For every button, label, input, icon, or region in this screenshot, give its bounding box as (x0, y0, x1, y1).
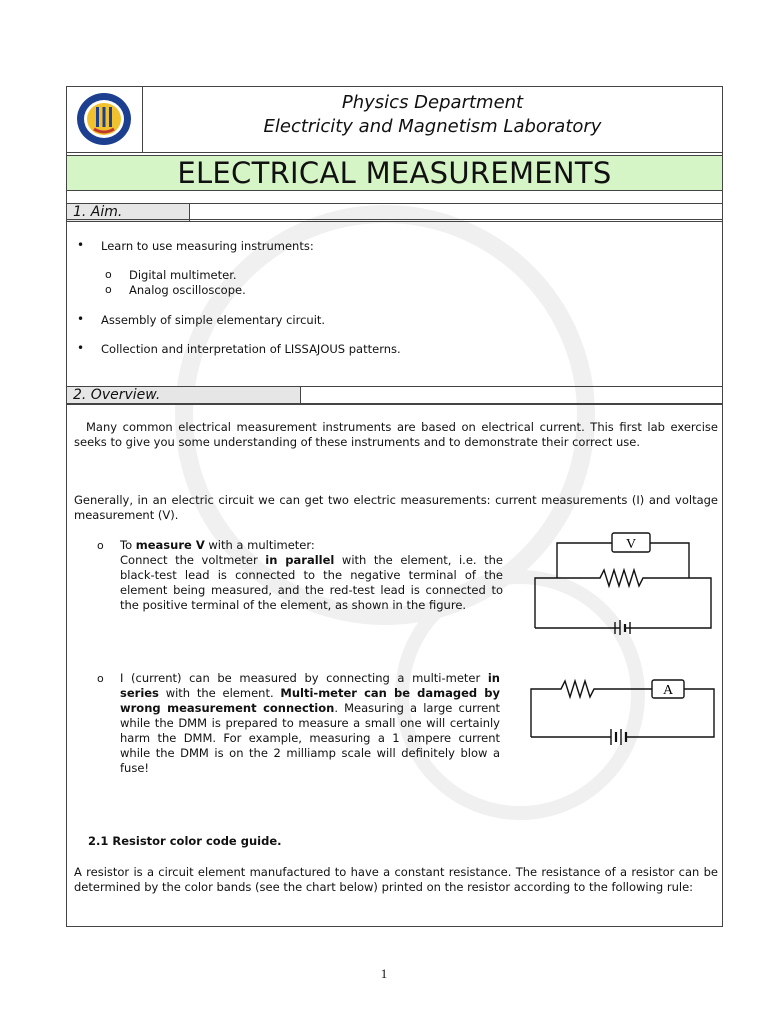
section-1-heading: 1. Aim. (67, 204, 190, 221)
university-logo (74, 91, 134, 147)
circle-marker: o (97, 672, 104, 685)
aim-bullet-3: Collection and interpretation of LISSAJOUS patterns. (101, 342, 401, 356)
document-frame (66, 86, 723, 927)
ammeter-resistor-path (531, 681, 652, 737)
measure-v-lead-post: with a multimeter: (204, 538, 315, 552)
measure-i-pre: I (current) can be measured by connecting a multi-meter (120, 671, 488, 685)
header (67, 87, 722, 153)
bullet-dot: • (77, 341, 85, 355)
aim-subitem-2: Analog oscilloscope. (129, 283, 246, 297)
department-heading (143, 91, 722, 139)
circle-marker: o (97, 539, 104, 552)
measure-v-lead-bold: measure V (135, 538, 205, 552)
document-title: ELECTRICAL MEASUREMENTS (177, 156, 612, 190)
measure-v-bold: in parallel (265, 553, 335, 567)
voltmeter-label: V (625, 537, 637, 552)
overview-paragraph-2: Generally, in an electric circuit we can get two electric measurements: current measurements (I) and voltage measurement (V). (74, 493, 718, 522)
circle-marker: o (105, 283, 112, 296)
voltmeter-wire-right (650, 543, 689, 578)
logo-cell (67, 87, 143, 152)
measure-v-pre: Connect the voltmeter (120, 553, 266, 567)
voltmeter-wire-left (557, 543, 612, 578)
circle-marker: o (105, 268, 112, 281)
bullet-dot: • (77, 238, 85, 252)
measure-i-post: . Measuring a large current while the DMM is prepared to measure a small one will certainly harm the DMM. For example, measuring a 1 ampere current while the DMM is on the 2 milliamp scale will definitely blow a fuse! (120, 701, 500, 775)
measure-v-post: with the element, i.e. the black-test lead is connected to the negative terminal of the element being measured, and the red-test lead is connected to the positive terminal of the element, as shown in the figure. (120, 553, 503, 612)
aim-bullet-1: Learn to use measuring instruments: (101, 239, 314, 253)
ammeter-label: A (662, 683, 674, 698)
measure-i-mid: with the element. (158, 686, 281, 700)
subsection-title: 2.1 Resistor color code guide. (88, 834, 282, 848)
laboratory-name: Electricity and Magnetism Laboratory (263, 116, 602, 137)
resistor-paragraph: A resistor is a circuit element manufactured to have a constant resistance. The resistance of a resistor can be determined by the color bands (see the chart below) printed on the resistor according to the following rule: (74, 865, 718, 894)
measure-v-lead-pre: To (120, 538, 136, 552)
measure-v-text (120, 553, 503, 613)
measure-v-lead (120, 538, 503, 553)
department-name: Physics Department (341, 92, 524, 113)
measure-i-bold-2: Multi-meter can be damaged by wrong measurement connection (120, 686, 500, 715)
section-2-heading: 2. Overview. (67, 387, 301, 404)
overview-paragraph-1: Many common electrical measurement instruments are based on electrical current. This first lab exercise seeks to give you some understanding of these instruments and to demonstrate their correct use. (74, 420, 718, 449)
section-1-divider (67, 219, 722, 220)
title-bar (67, 155, 722, 191)
aim-subitem-1: Digital multimeter. (129, 268, 237, 282)
voltmeter-circuit-diagram (530, 527, 720, 635)
resistor-path (535, 570, 711, 628)
bullet-dot: • (77, 312, 85, 326)
measure-i-text (120, 671, 500, 776)
ammeter-circuit-diagram (527, 677, 719, 747)
aim-bullet-2: Assembly of simple elementary circuit. (101, 313, 326, 327)
measure-i-bold-1: in series (120, 671, 500, 700)
page-number: 1 (380, 966, 388, 981)
section-2-divider (67, 403, 722, 404)
